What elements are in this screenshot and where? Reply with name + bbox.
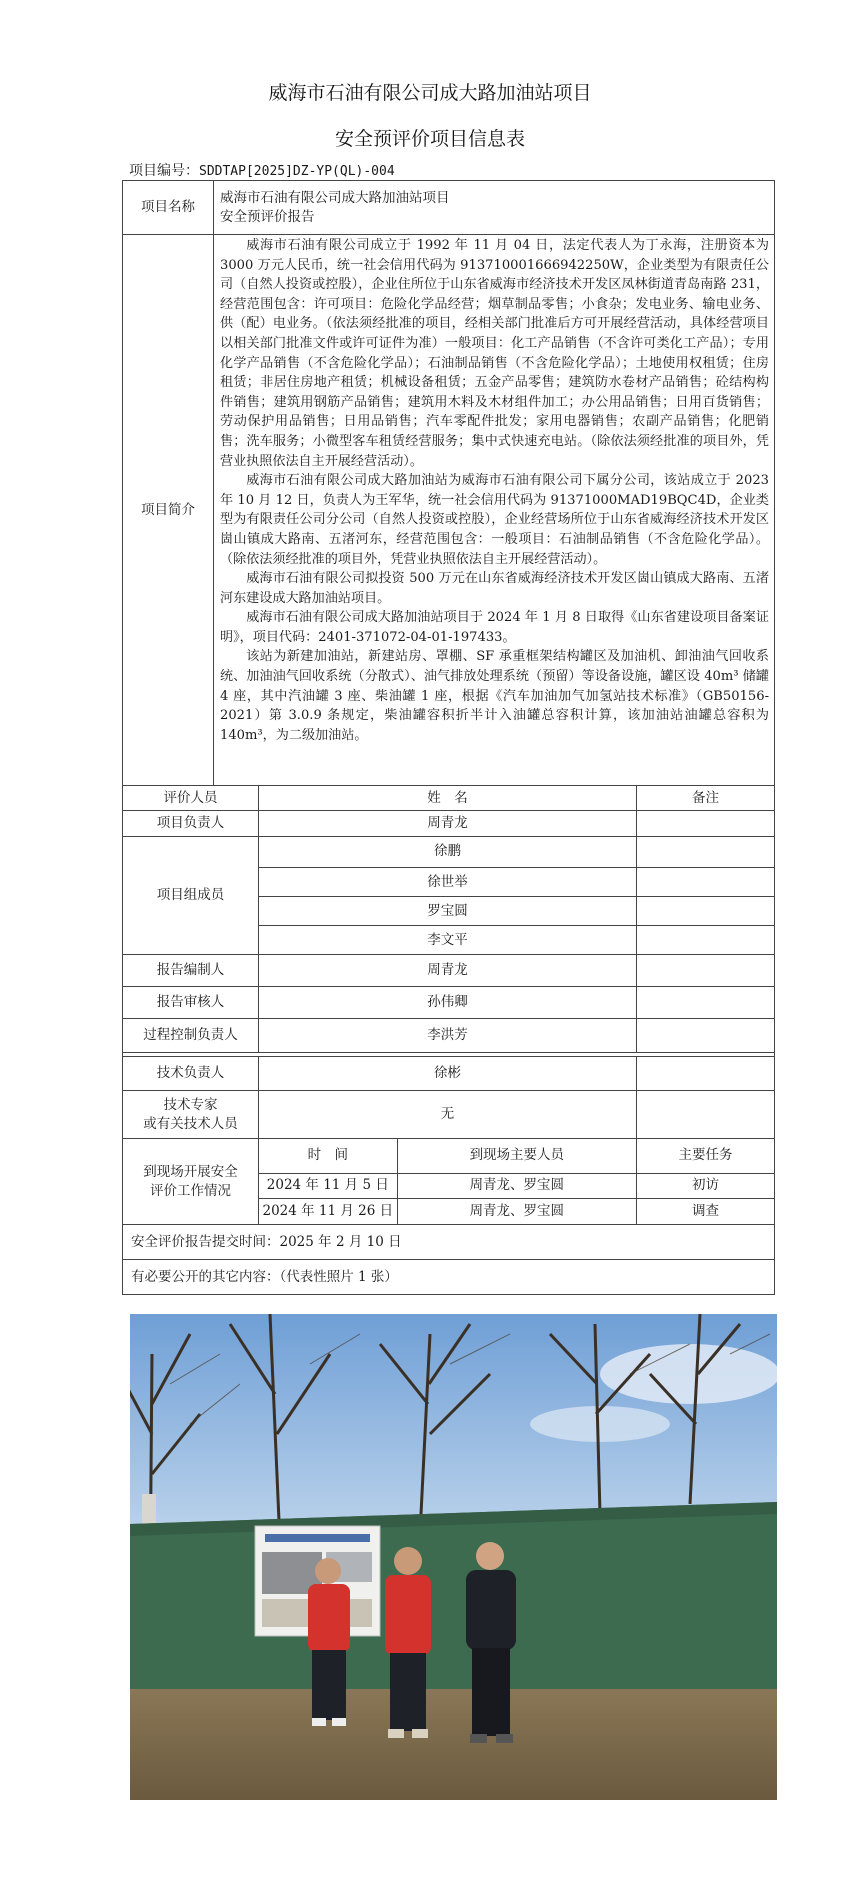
expert-label: 技术专家 或有关技术人员	[143, 1096, 238, 1132]
lead-note	[636, 811, 774, 836]
staff-header-note: 备注	[636, 786, 774, 810]
member-name: 李文平	[259, 925, 636, 954]
project-code-label: 项目编号：	[129, 163, 199, 179]
expert-name: 无	[258, 1091, 636, 1138]
site-visit-row	[123, 1138, 774, 1224]
members-names	[258, 837, 636, 954]
reviewer-label: 报告审核人	[156, 994, 225, 1010]
project-name-label: 项目名称	[141, 199, 195, 215]
col-task: 主要任务	[678, 1147, 733, 1164]
staff-header-row	[123, 785, 774, 810]
visit-row	[259, 1198, 636, 1224]
member-name: 徐世举	[259, 867, 636, 897]
process-label: 过程控制负责人	[143, 1027, 238, 1043]
project-code-value: SDDTAP[2025]DZ-YP(QL)-004	[199, 164, 395, 179]
author-name: 周青龙	[258, 955, 636, 986]
members-notes	[636, 837, 774, 954]
intro-paragraph: 威海市石油有限公司成立于 1992 年 11 月 04 日，法定代表人为丁永海，注册资本为 3000 万元人民币，统一社会信用代码为 913710001666942250W，企业类型为有限责任公司（自然人投资或控股），企业住所位于山东省威海市经济技术开发区凤林街道青岛南路 231，经营范围包含：许可项目：危险化学品经营；烟草制品零售；小食杂；发电业务、输电业务、供（配）电业务。（依法须经批准的项目，经相关部门批准后方可开展经营活动，具体经营项目以相关部门批准文件或许可证件为准）一般项目：化工产品销售（不含许可类化工产品）；专用化学产品销售（不含危险化学品）；石油制品销售（不含危险化学品）；土地使用权租赁；住房租赁；非居住房地产租赁；机械设备租赁；五金产品零售；建筑防水卷材产品销售；砼结构构件销售；建筑用钢筋产品销售；建筑用木料及木材组件加工；办公用品销售；日用百货销售；劳动保护用品销售；日用品销售；汽车零配件批发；家用电器销售；农副产品销售；化肥销售；洗车服务；小微型客车租赁经营服务；集中式快速充电站。（除依法须经批准的项目外，凭营业执照依法自主开展经营活动）。	[220, 238, 769, 469]
tech-row	[123, 1056, 774, 1090]
site-visit-header	[259, 1139, 636, 1173]
visit-task: 调查	[637, 1198, 774, 1224]
intro-paragraph: 威海市石油有限公司成大路加油站为威海市石油有限公司下属分公司，该站成立于 2023 年 10 月 12 日，负责人为王军华，统一社会信用代码为 91371000MAD19BQC4D，企业类型为有限责任公司分公司（自然人投资或控股），企业经营场所位于山东省威海经济技术开发区崮山镇成大路南、五渚河东，经营范围包含：一般项目：石油制品销售（不含危险化学品）。（除依法须经批准的项目外，凭营业执照依法自主开展经营活动）。	[220, 473, 769, 567]
intro-paragraph: 该站为新建加油站，新建站房、罩棚、SF 承重框架结构罐区及加油机、卸油油气回收系统、加油油气回收系统（分散式）、油气排放处理系统（预留）等设备设施，罐区设 40m³ 储罐 4 座，其中汽油罐 3 座、柴油罐 1 座，根据《汽车加油加气加氢站技术标准》（GB50156-2021）第 3.0.9 条规定，柴油罐容积折半计入油罐总容积计算，该加油站油罐总容积为 140m³，为二级加油站。	[220, 649, 769, 743]
project-intro-row	[123, 234, 774, 785]
visit-people: 周青龙、罗宝圆	[397, 1199, 636, 1224]
info-table	[122, 180, 775, 1295]
members-label: 项目组成员	[156, 887, 225, 903]
visit-date: 2024 年 11 月 5 日	[266, 1177, 389, 1194]
submit-date-text: 安全评价报告提交时间：2025 年 2 月 10 日	[131, 1233, 402, 1250]
submit-row	[123, 1224, 774, 1259]
process-name: 李洪芳	[258, 1019, 636, 1052]
members-row	[123, 836, 774, 954]
representative-photo	[130, 1314, 777, 1800]
author-label: 报告编制人	[156, 962, 225, 978]
visit-task: 初访	[637, 1173, 774, 1199]
col-people: 到现场主要人员	[397, 1139, 636, 1173]
intro-paragraph: 威海市石油有限公司拟投资 500 万元在山东省威海经济技术开发区崮山镇成大路南、五渚河东建设成大路加油站项目。	[220, 571, 769, 606]
visit-date: 2024 年 11 月 26 日	[262, 1203, 394, 1220]
lead-label: 项目负责人	[156, 815, 225, 831]
visit-people: 周青龙、罗宝圆	[397, 1174, 636, 1199]
expert-row	[123, 1090, 774, 1138]
project-intro-text	[213, 235, 774, 785]
other-content-text: 有必要公开的其它内容：（代表性照片 1 张）	[131, 1268, 398, 1285]
project-name-line1: 威海市石油有限公司成大路加油站项目	[220, 189, 450, 206]
staff-header-role: 评价人员	[163, 789, 218, 806]
col-time: 时 间	[307, 1147, 349, 1164]
reviewer-name: 孙伟卿	[258, 987, 636, 1018]
document-title: 威海市石油有限公司成大路加油站项目	[268, 82, 592, 104]
tech-name: 徐彬	[258, 1057, 636, 1090]
project-name-line2: 安全预评价报告	[220, 208, 315, 225]
person-middle	[385, 1547, 431, 1738]
staff-header-name: 姓 名	[258, 786, 636, 810]
member-name: 徐鹏	[434, 843, 461, 860]
author-row	[123, 954, 774, 986]
project-intro-label: 项目简介	[141, 501, 195, 518]
intro-paragraph: 威海市石油有限公司成大路加油站项目于 2024 年 1 月 8 日取得《山东省建设项目备案证明》，项目代码：2401-371072-04-01-197433。	[220, 610, 769, 645]
document-subtitle: 安全预评价项目信息表	[334, 128, 525, 150]
lead-name: 周青龙	[258, 811, 636, 836]
project-name-row	[123, 181, 774, 234]
tech-label: 技术负责人	[156, 1065, 225, 1081]
site-visit-label: 到现场开展安全 评价工作情况	[143, 1163, 238, 1199]
process-row	[123, 1018, 774, 1052]
member-name: 罗宝圆	[259, 896, 636, 925]
project-code	[129, 160, 395, 180]
other-row	[123, 1259, 774, 1294]
person-right	[466, 1542, 516, 1743]
lead-row	[123, 810, 774, 836]
ground	[130, 1689, 777, 1800]
project-name-value	[213, 181, 774, 234]
reviewer-row	[123, 986, 774, 1018]
visit-row	[259, 1173, 636, 1199]
